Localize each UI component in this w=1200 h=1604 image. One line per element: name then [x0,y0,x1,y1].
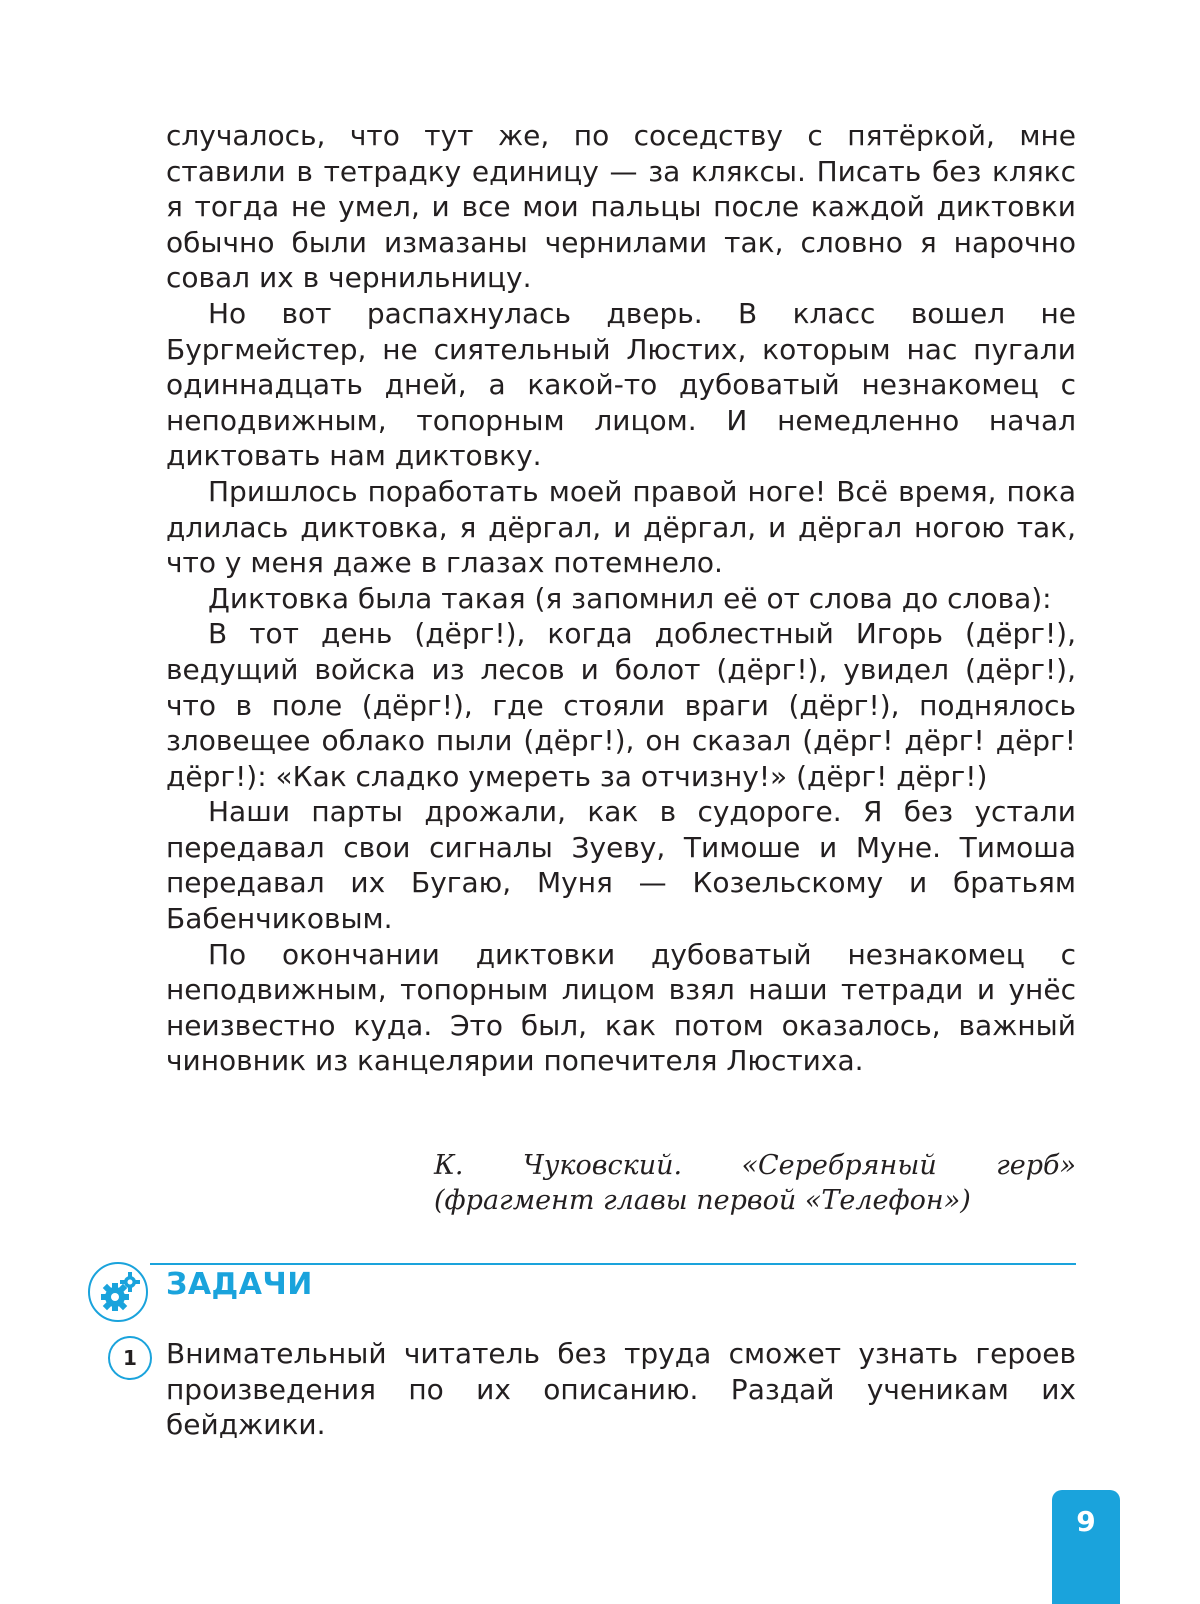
tasks-heading: ЗАДАЧИ [166,1267,313,1302]
story-paragraph-7: По окончании диктовки дубоватый незнакомец с неподвижным, топорным лицом взял наши тетради и унёс неизвестно куда. Это был, как потом оказалось, важный чиновник из канцелярии попечителя Люстиха. [166,937,1076,1078]
task-number-badge: 1 [108,1336,152,1380]
story-paragraph-5: В тот день (дёрг!), когда доблестный Игорь (дёрг!), ведущий войска из лесов и болот (дёрг!), увидел (дёрг!), что в поле (дёрг!), где стояли враги (дёрг!), поднялось зловещее облако пыли (дёрг!), он сказал (дёрг! дёрг! дёрг! дёрг!): «Как сладко умереть за отчизну!» (дёрг! дёрг!) [166,617,1076,793]
story-paragraph-4: Диктовка была такая (я запомнил её от слова до слова): [208,581,1052,615]
task-text: Внимательный читатель без труда сможет узнать героев произведения по их описанию. Раздай ученикам их бейджики. [166,1337,1076,1442]
section-divider [150,1263,1076,1265]
page-number-tab [1052,1490,1120,1604]
gears-icon [95,1269,143,1317]
page-number: 9 [1076,1505,1096,1538]
story-paragraph-1: случалось, что тут же, по соседству с пятёркой, мне ставили в тетрадку единицу — за кляксы. Писать без клякс я тогда не умел, и все мои пальцы после каждой диктовки обычно были измазаны чернилами так, словно я нарочно совал их в чернильницу. [166,119,1076,295]
story-paragraph-6: Наши парты дрожали, как в судороге. Я без устали передавал свои сигналы Зуеву, Тимоше и Муне. Тимоша передавал их Бугаю, Муня — Козельскому и братьям Бабенчиковым. [166,795,1076,936]
tasks-badge [88,1262,148,1322]
story-paragraph-2: Но вот распахнулась дверь. В класс вошел не Бургмейстер, не сиятельный Люстих, которым нас пугали одиннадцать дней, а какой-то дубоватый незнакомец с неподвижным, топорным лицом. И немедленно начал диктовать нам диктовку. [166,296,1076,473]
story-text [166,118,1076,1079]
source-citation: К. Чуковский. «Серебряный герб» (фрагмент главы первой «Телефон») [434,1150,1076,1216]
story-paragraph-3: Пришлось поработать моей правой ноге! Всё время, пока длилась диктовка, я дёргал, и дёргал, и дёргал ногою так, что у меня даже в глазах потемнело. [166,474,1076,580]
